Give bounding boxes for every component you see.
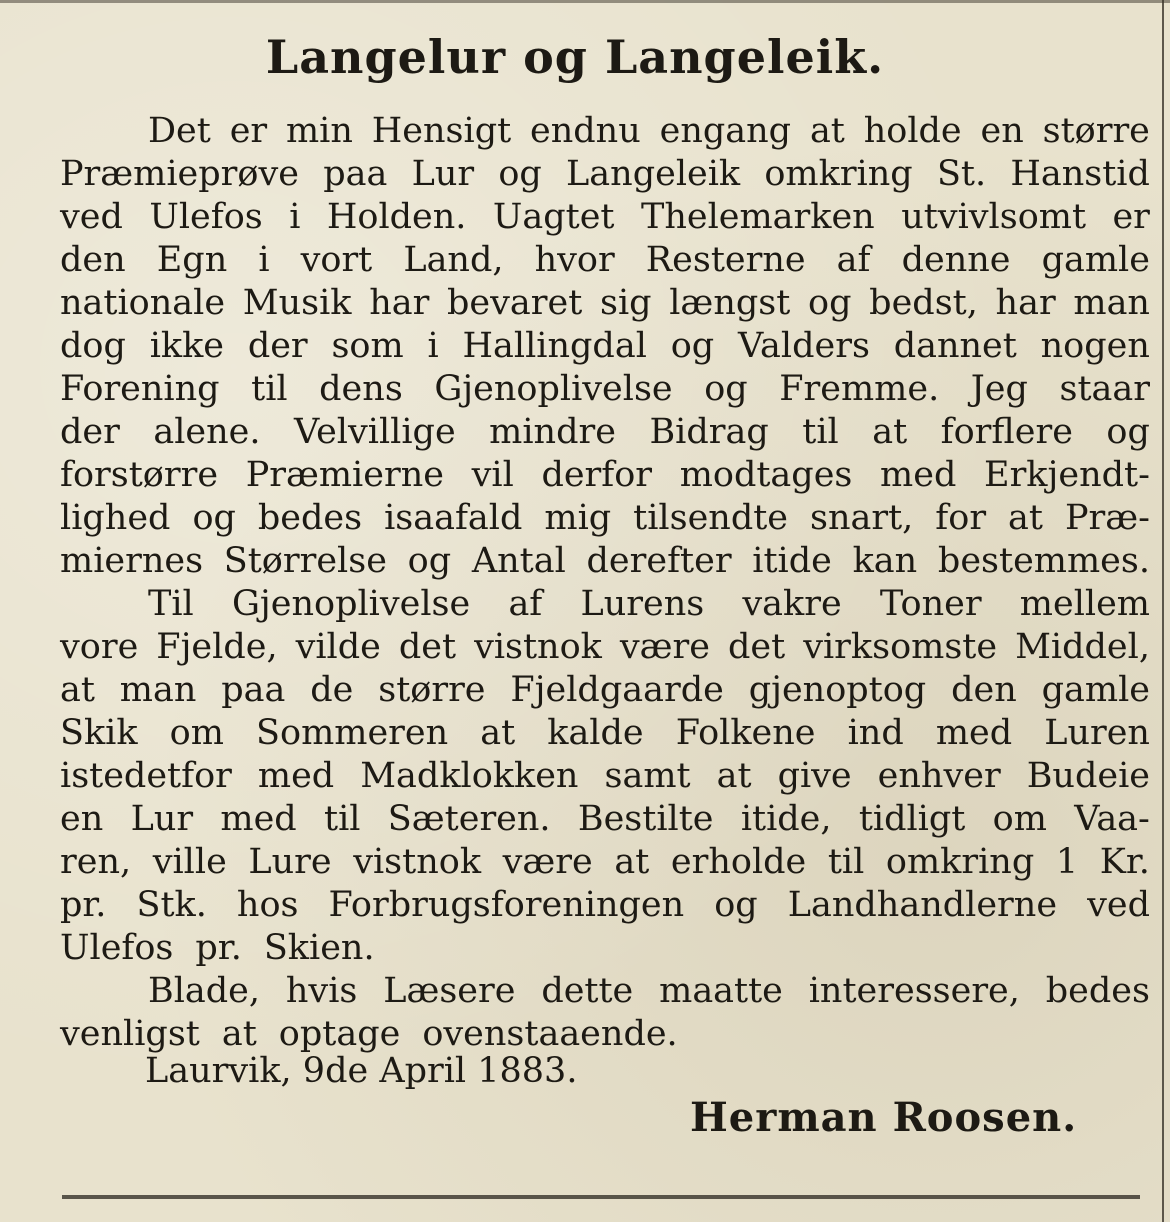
article-line xyxy=(60,325,1150,368)
article-line xyxy=(60,153,1150,196)
article-word: nogen xyxy=(1040,326,1150,366)
article-word: omkring xyxy=(885,842,1035,882)
article-word: og xyxy=(192,498,236,538)
article-word: om xyxy=(169,713,224,753)
article-word: St. xyxy=(936,154,987,194)
article-line xyxy=(60,755,1150,798)
article-line xyxy=(60,196,1150,239)
article-line xyxy=(60,110,1150,153)
article-word: og xyxy=(1106,412,1150,452)
article-word: at xyxy=(614,842,650,882)
article-word: og xyxy=(498,154,542,194)
article-word: de xyxy=(310,670,354,710)
article-line xyxy=(60,712,1150,755)
article-word: lighed xyxy=(60,498,171,538)
article-word: længst xyxy=(669,283,791,323)
article-word: til xyxy=(324,799,361,839)
article-word: af xyxy=(508,584,543,624)
article-word: dannet xyxy=(893,326,1017,366)
article-word: Antal xyxy=(471,541,566,581)
article-word: Skik xyxy=(60,713,138,753)
article-word: derfor xyxy=(541,455,653,495)
article-word: der xyxy=(60,412,120,452)
article-word: er xyxy=(1112,197,1150,237)
article-word: Blade, xyxy=(148,971,261,1011)
article-word: være xyxy=(502,842,593,882)
article-word: at xyxy=(60,670,95,710)
article-word: denne xyxy=(901,240,1011,280)
article-word: utvivlsomt xyxy=(901,197,1087,237)
article-word: Valders xyxy=(737,326,870,366)
article-word: Skien. xyxy=(263,928,375,968)
article-word: og xyxy=(704,369,748,409)
article-word: maatte xyxy=(659,971,783,1011)
article-word: at xyxy=(872,412,908,452)
column-divider-rule xyxy=(1162,0,1164,1222)
article-word: Lurens xyxy=(580,584,705,624)
article-word: den xyxy=(951,670,1017,710)
article-line xyxy=(60,669,1150,712)
article-word: at xyxy=(809,111,845,151)
article-word: Erkjendt- xyxy=(984,455,1150,495)
article-word: Thelemarken xyxy=(640,197,875,237)
article-word: Det xyxy=(148,111,211,151)
article-word: man xyxy=(1073,283,1150,323)
article-word: Bidrag xyxy=(649,412,769,452)
article-word: Til xyxy=(148,584,194,624)
article-signature: Herman Roosen. xyxy=(690,1094,1078,1141)
article-line xyxy=(60,626,1150,669)
article-word: Lur xyxy=(411,154,475,194)
article-word: der xyxy=(247,326,308,366)
article-word: Præmierne xyxy=(245,455,444,495)
article-word: itide xyxy=(752,541,832,581)
article-word: hvor xyxy=(534,240,615,280)
article-word: forstørre xyxy=(60,455,219,495)
article-word: mindre xyxy=(489,412,616,452)
article-word: Hensigt xyxy=(371,111,512,151)
article-word: ren, xyxy=(60,842,132,882)
article-word: og xyxy=(808,283,852,323)
article-word: staar xyxy=(1059,369,1150,409)
article-word: bedes xyxy=(257,498,363,538)
article-word: Kr. xyxy=(1099,842,1150,882)
article-word: Forening xyxy=(60,369,220,409)
top-border-rule xyxy=(0,0,1170,3)
article-word: kan xyxy=(852,541,918,581)
article-word: Forbrugsforeningen xyxy=(328,885,685,925)
article-word: Lur xyxy=(130,799,194,839)
article-word: Sæteren. xyxy=(387,799,551,839)
article-word: i xyxy=(258,240,270,280)
article-word: og xyxy=(407,541,452,581)
article-word: hos xyxy=(236,885,299,925)
article-line xyxy=(60,239,1150,282)
article-line xyxy=(60,884,1150,927)
article-word: derefter xyxy=(586,541,732,581)
article-word: til xyxy=(827,842,865,882)
article-word: Holden. xyxy=(326,197,467,237)
article-word: Madklokken xyxy=(360,756,579,796)
article-word: med xyxy=(880,455,957,495)
article-line xyxy=(60,282,1150,325)
article-word: pr. xyxy=(195,928,242,968)
article-word: det xyxy=(728,627,786,667)
article-word: virksomste xyxy=(803,627,998,667)
article-word: vil xyxy=(471,455,514,495)
article-word: med xyxy=(257,756,335,796)
article-word: Bestilte xyxy=(577,799,714,839)
article-line xyxy=(60,368,1150,411)
article-word: bedst, xyxy=(869,283,978,323)
article-word: gjenoptog xyxy=(748,670,927,710)
article-word: alene. xyxy=(153,412,261,452)
article-word: forflere xyxy=(940,412,1073,452)
article-word: i xyxy=(427,326,439,366)
article-word: sig xyxy=(599,283,652,323)
article-word: Vaa- xyxy=(1074,799,1150,839)
article-word: Land, xyxy=(403,240,504,280)
article-word: enhver xyxy=(877,756,1001,796)
article-word: mig xyxy=(544,498,612,538)
article-word: Fjeldgaarde xyxy=(510,670,724,710)
article-word: og xyxy=(714,885,758,925)
article-word: som xyxy=(331,326,404,366)
article-word: vore xyxy=(60,627,139,667)
article-word: at xyxy=(221,1014,257,1054)
article-word: for xyxy=(935,498,987,538)
article-word: Langeleik xyxy=(566,154,741,194)
article-word: af xyxy=(836,240,871,280)
article-word: større xyxy=(1042,111,1150,151)
article-word: Sommeren xyxy=(256,713,449,753)
article-word: Hanstid xyxy=(1010,154,1150,194)
article-word: den xyxy=(60,240,126,280)
article-word: Gjenoplivelse xyxy=(434,369,673,409)
article-word: Middel, xyxy=(1015,627,1150,667)
article-word: modtages xyxy=(679,455,853,495)
article-word: man xyxy=(119,670,197,710)
article-word: at xyxy=(480,713,516,753)
article-word: endnu xyxy=(530,111,641,151)
article-word: Ulefos xyxy=(149,197,263,237)
article-line xyxy=(60,540,1150,583)
article-word: være xyxy=(619,627,711,667)
article-word: mellem xyxy=(1019,584,1150,624)
article-word: kalde xyxy=(547,713,644,753)
article-line xyxy=(60,497,1150,540)
article-word: Landhandlerne xyxy=(787,885,1058,925)
article-word: om xyxy=(992,799,1047,839)
article-word: vistnok xyxy=(474,627,602,667)
article-word: ved xyxy=(1087,885,1150,925)
article-word: Toner xyxy=(879,584,982,624)
article-word: det xyxy=(398,627,457,667)
article-word: Gjenoplivelse xyxy=(231,584,471,624)
article-word: Lure xyxy=(248,842,332,882)
article-word: i xyxy=(289,197,301,237)
article-line xyxy=(60,798,1150,841)
article-word: itide, xyxy=(740,799,832,839)
article-word: ind xyxy=(847,713,904,753)
article-word: Størrelse xyxy=(223,541,387,581)
article-word: gamle xyxy=(1041,240,1150,280)
article-word: med xyxy=(935,713,1013,753)
article-word: Musik xyxy=(242,283,352,323)
article-word: gamle xyxy=(1041,670,1150,710)
article-word: omkring xyxy=(764,154,913,194)
article-word: engang xyxy=(659,111,792,151)
article-word: Læsere xyxy=(383,971,516,1011)
article-word: tidligt xyxy=(858,799,966,839)
article-word: vilde xyxy=(295,627,381,667)
article-word: paa xyxy=(221,670,286,710)
article-word: hvis xyxy=(285,971,358,1011)
bottom-separator-rule xyxy=(62,1195,1140,1199)
article-word: interessere, xyxy=(808,971,1020,1011)
article-word: optage xyxy=(278,1014,401,1054)
article-word: vakre xyxy=(742,584,842,624)
article-word: dog xyxy=(60,326,126,366)
article-word: ville xyxy=(152,842,227,882)
article-word: og xyxy=(670,326,715,366)
article-word: Hallingdal xyxy=(462,326,647,366)
article-word: Resterne xyxy=(645,240,806,280)
article-word: pr. xyxy=(60,885,107,925)
article-word: 1 xyxy=(1055,842,1079,882)
article-word: har xyxy=(369,283,430,323)
article-word: Velvillige xyxy=(294,412,456,452)
article-word: bestemmes. xyxy=(937,541,1150,581)
article-word: Folkene xyxy=(675,713,816,753)
article-line xyxy=(60,970,1150,1013)
article-word: miernes xyxy=(60,541,204,581)
article-word: ikke xyxy=(149,326,225,366)
article-word: venligst xyxy=(60,1014,200,1054)
article-word: Fjelde, xyxy=(156,627,278,667)
article-word: har xyxy=(995,283,1056,323)
article-line xyxy=(60,927,1150,970)
article-word: at xyxy=(1008,498,1043,538)
article-word: bedes xyxy=(1045,971,1150,1011)
article-word: er xyxy=(229,111,268,151)
article-title: Langelur og Langeleik. xyxy=(265,30,885,84)
article-word: ved xyxy=(60,197,123,237)
article-body xyxy=(60,110,1150,1056)
article-word: give xyxy=(777,756,852,796)
article-word: tilsendte xyxy=(633,498,789,538)
article-word: at xyxy=(716,756,752,796)
article-word: større xyxy=(378,670,486,710)
article-word: erholde xyxy=(670,842,807,882)
article-word: Præmieprøve xyxy=(60,154,299,194)
article-word: med xyxy=(220,799,297,839)
article-word: dens xyxy=(319,369,403,409)
article-word: paa xyxy=(323,154,388,194)
article-word: en xyxy=(980,111,1024,151)
article-word: Budeie xyxy=(1026,756,1150,796)
article-word: vistnok xyxy=(353,842,482,882)
article-word: istedetfor xyxy=(60,756,232,796)
article-word: til xyxy=(251,369,288,409)
article-word: Ulefos xyxy=(60,928,174,968)
article-word: ovenstaaende. xyxy=(422,1014,678,1054)
article-word: holde xyxy=(863,111,962,151)
article-line xyxy=(60,841,1150,884)
article-word: Uagtet xyxy=(492,197,615,237)
article-word: til xyxy=(802,412,839,452)
article-word: dette xyxy=(541,971,634,1011)
article-line xyxy=(60,411,1150,454)
article-word: Egn xyxy=(156,240,228,280)
article-word: Luren xyxy=(1044,713,1150,753)
article-word: Jeg xyxy=(970,369,1028,409)
article-line xyxy=(60,454,1150,497)
article-line xyxy=(60,583,1150,626)
article-word: isaafald xyxy=(384,498,523,538)
article-word: en xyxy=(60,799,104,839)
article-word: min xyxy=(285,111,353,151)
article-word: snart, xyxy=(810,498,914,538)
article-word: samt xyxy=(604,756,691,796)
article-word: vort xyxy=(300,240,373,280)
article-dateline: Laurvik, 9de April 1883. xyxy=(145,1051,578,1091)
article-word: nationale xyxy=(60,283,226,323)
article-word: Præ- xyxy=(1064,498,1150,538)
article-word: Fremme. xyxy=(779,369,940,409)
article-word: bevaret xyxy=(447,283,583,323)
article-word: Stk. xyxy=(136,885,207,925)
